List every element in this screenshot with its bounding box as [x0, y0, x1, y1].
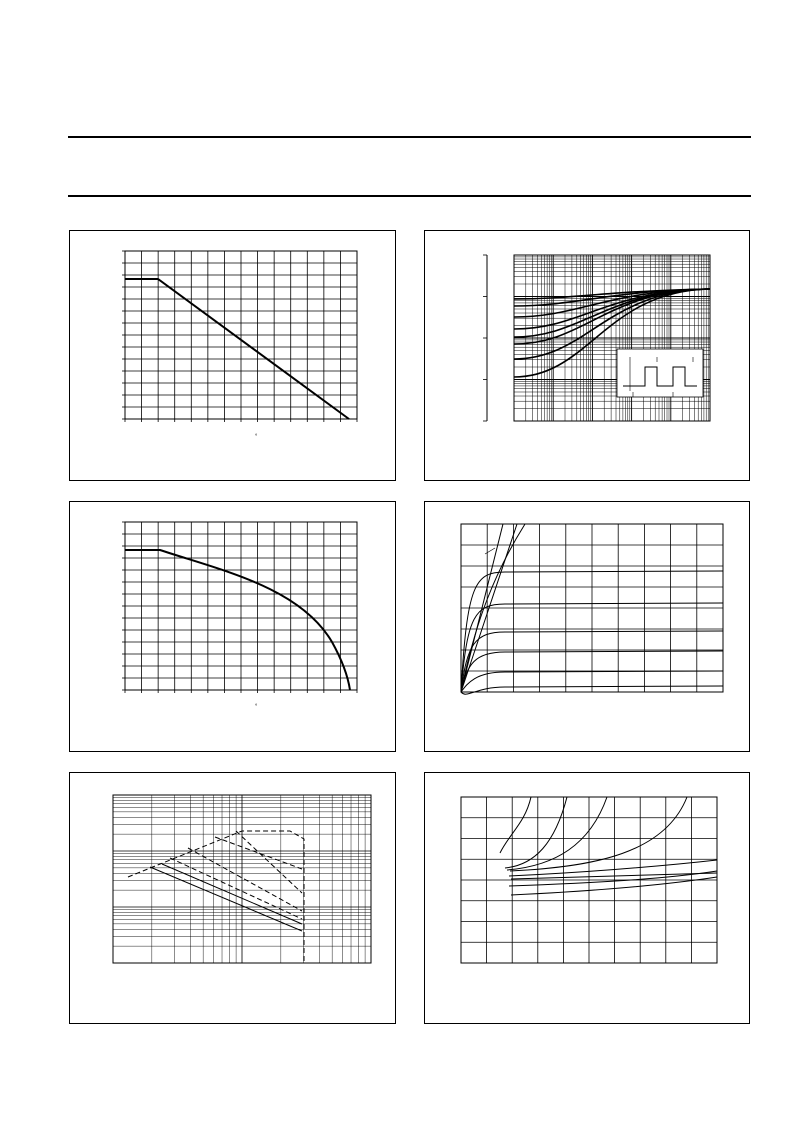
thermal-curve [514, 289, 710, 344]
chart-derating-curve [70, 502, 397, 753]
chart-panel-1 [69, 230, 396, 481]
soa-curve [188, 848, 302, 911]
rds-curve [505, 797, 567, 868]
soa-curve [150, 867, 302, 931]
header-rule-top [68, 136, 751, 138]
chart-on-resistance [425, 773, 751, 1025]
chart-panel-3 [69, 501, 396, 752]
derating-line [125, 279, 349, 419]
chart-derating-linear [70, 231, 397, 482]
axis-marker: ° [255, 704, 258, 710]
chart-panel-4 [424, 501, 750, 752]
soa-curve [236, 831, 302, 893]
chart-panel-2 [424, 230, 750, 481]
chart-panel-6 [424, 772, 750, 1024]
chart-output-characteristics [425, 502, 751, 753]
axis-marker: ° [255, 434, 258, 440]
chart-thermal-impedance [425, 231, 751, 482]
chart-panel-5 [69, 772, 396, 1024]
header-rule-bottom [68, 195, 751, 197]
rds-curve [500, 797, 531, 853]
derating-curve [125, 550, 350, 690]
soa-curve [215, 837, 302, 869]
rds-curve [510, 797, 687, 871]
chart-safe-operating-area [70, 773, 397, 1025]
label-leader [485, 548, 495, 554]
